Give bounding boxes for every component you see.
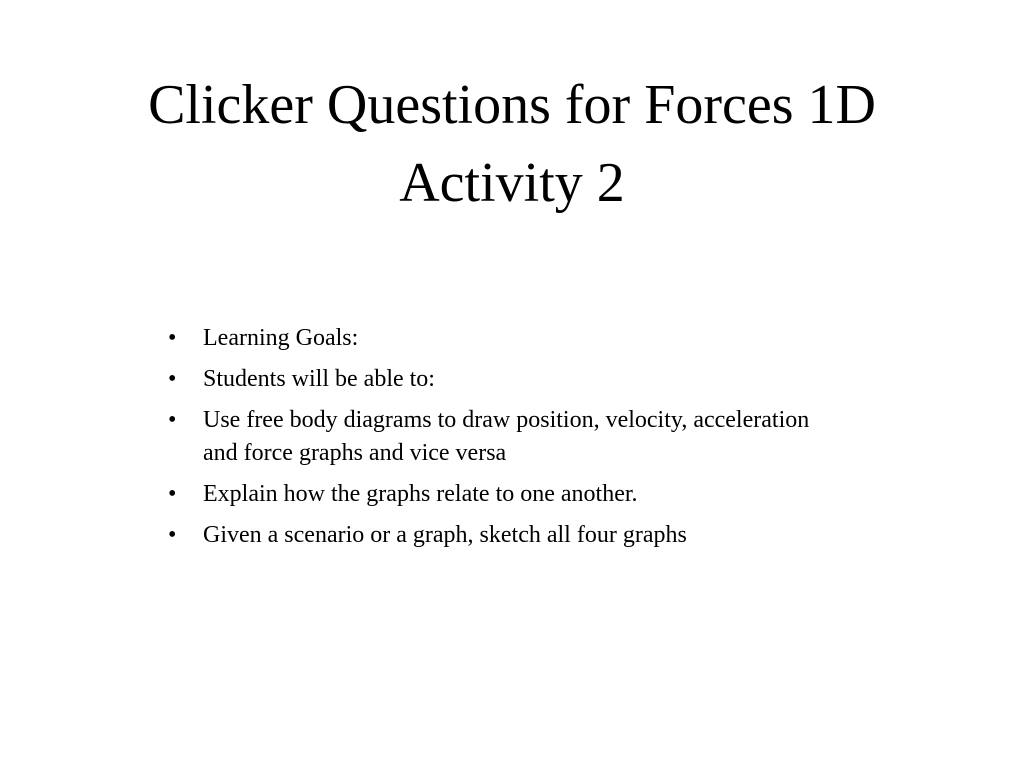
bullet-item-sketch-graphs	[162, 519, 842, 552]
bullet-item-learning-goals	[162, 322, 842, 355]
slide-title-line-2: Activity 2	[399, 152, 625, 214]
bullet-item-free-body-diagrams	[162, 404, 842, 470]
bullet-icon: •	[168, 481, 177, 507]
bullet-item-explain-graphs	[162, 478, 842, 511]
bullet-icon: •	[168, 407, 177, 433]
bullet-text: Given a scenario or a graph, sketch all four graphs	[203, 522, 687, 548]
bullet-icon: •	[168, 325, 177, 351]
bullet-item-students-able	[162, 363, 842, 396]
bullet-icon: •	[168, 366, 177, 392]
bullet-icon: •	[168, 522, 177, 548]
bullet-list	[162, 322, 842, 560]
slide-title-line-1: Clicker Questions for Forces 1D	[148, 74, 876, 136]
bullet-text: Students will be able to:	[203, 366, 435, 392]
bullet-text: Use free body diagrams to draw position, velocity, acceleration and force graphs and vice versa	[203, 407, 810, 466]
bullet-text: Explain how the graphs relate to one another.	[203, 481, 638, 507]
slide-title	[62, 66, 962, 222]
bullet-text: Learning Goals:	[203, 325, 359, 351]
